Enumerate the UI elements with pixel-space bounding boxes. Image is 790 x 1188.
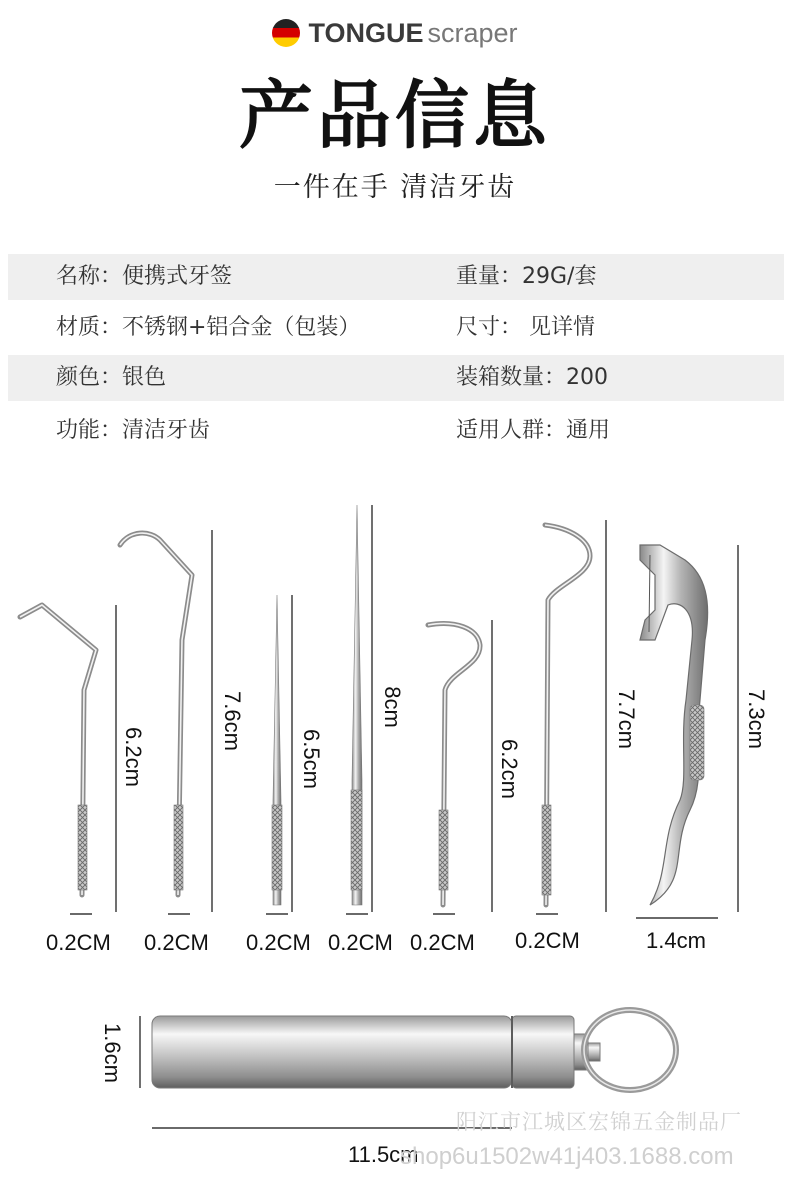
width-label: 0.2CM [410,930,475,955]
floss-pick [640,545,708,905]
watermark-company: 阳江市江城区宏锦五金制品厂 [456,1110,742,1134]
spec-quantity: 装箱数量：200 [456,365,608,390]
toothpick-pick-long [351,505,362,905]
toothpick-hook-1 [20,605,96,895]
case-diameter-label: 1.6cm [100,1023,125,1083]
width-label: 0.2CM [246,930,311,955]
length-label: 7.6cm [220,691,245,751]
storage-case [152,1010,676,1090]
toothpick-round-hook-2 [542,525,590,905]
spec-material: 材质：不锈钢+铝合金（包装） [56,315,361,340]
page-title: 产品信息 [239,73,551,159]
toothpick-hook-2 [120,533,192,895]
brand-light: scraper [427,18,518,48]
spec-function: 功能：清洁牙齿 [56,418,211,443]
page-subtitle: 一件在手 清洁牙齿 [273,172,517,203]
spec-name: 名称：便携式牙签 [56,264,233,289]
watermark-url: shop6u1502w41j403.1688.com [400,1143,734,1170]
toothpick-pick-short [272,595,282,905]
width-guides [70,914,718,918]
spec-weight: 重量：29G/套 [456,264,597,289]
length-label: 6.2cm [121,727,146,787]
width-label: 0.2CM [144,930,209,955]
spec-audience: 适用人群：通用 [456,418,611,443]
width-label: 0.2CM [515,928,580,953]
width-label: 1.4cm [646,928,706,953]
width-label: 0.2CM [46,930,111,955]
length-label: 6.5cm [299,729,324,789]
length-label: 6.2cm [497,739,522,799]
length-label: 7.7cm [614,689,639,749]
brand-bold: TONGUE [308,18,424,48]
spec-size: 尺寸： 见详情 [456,315,595,340]
width-label: 0.2CM [328,930,393,955]
case-length-label: 11.5cm [348,1142,419,1167]
length-label: 7.3cm [744,689,769,749]
length-label: 8cm [380,686,405,728]
length-guides [116,505,738,912]
spec-color: 颜色：银色 [56,365,167,390]
toothpick-round-hook-1 [428,624,480,905]
